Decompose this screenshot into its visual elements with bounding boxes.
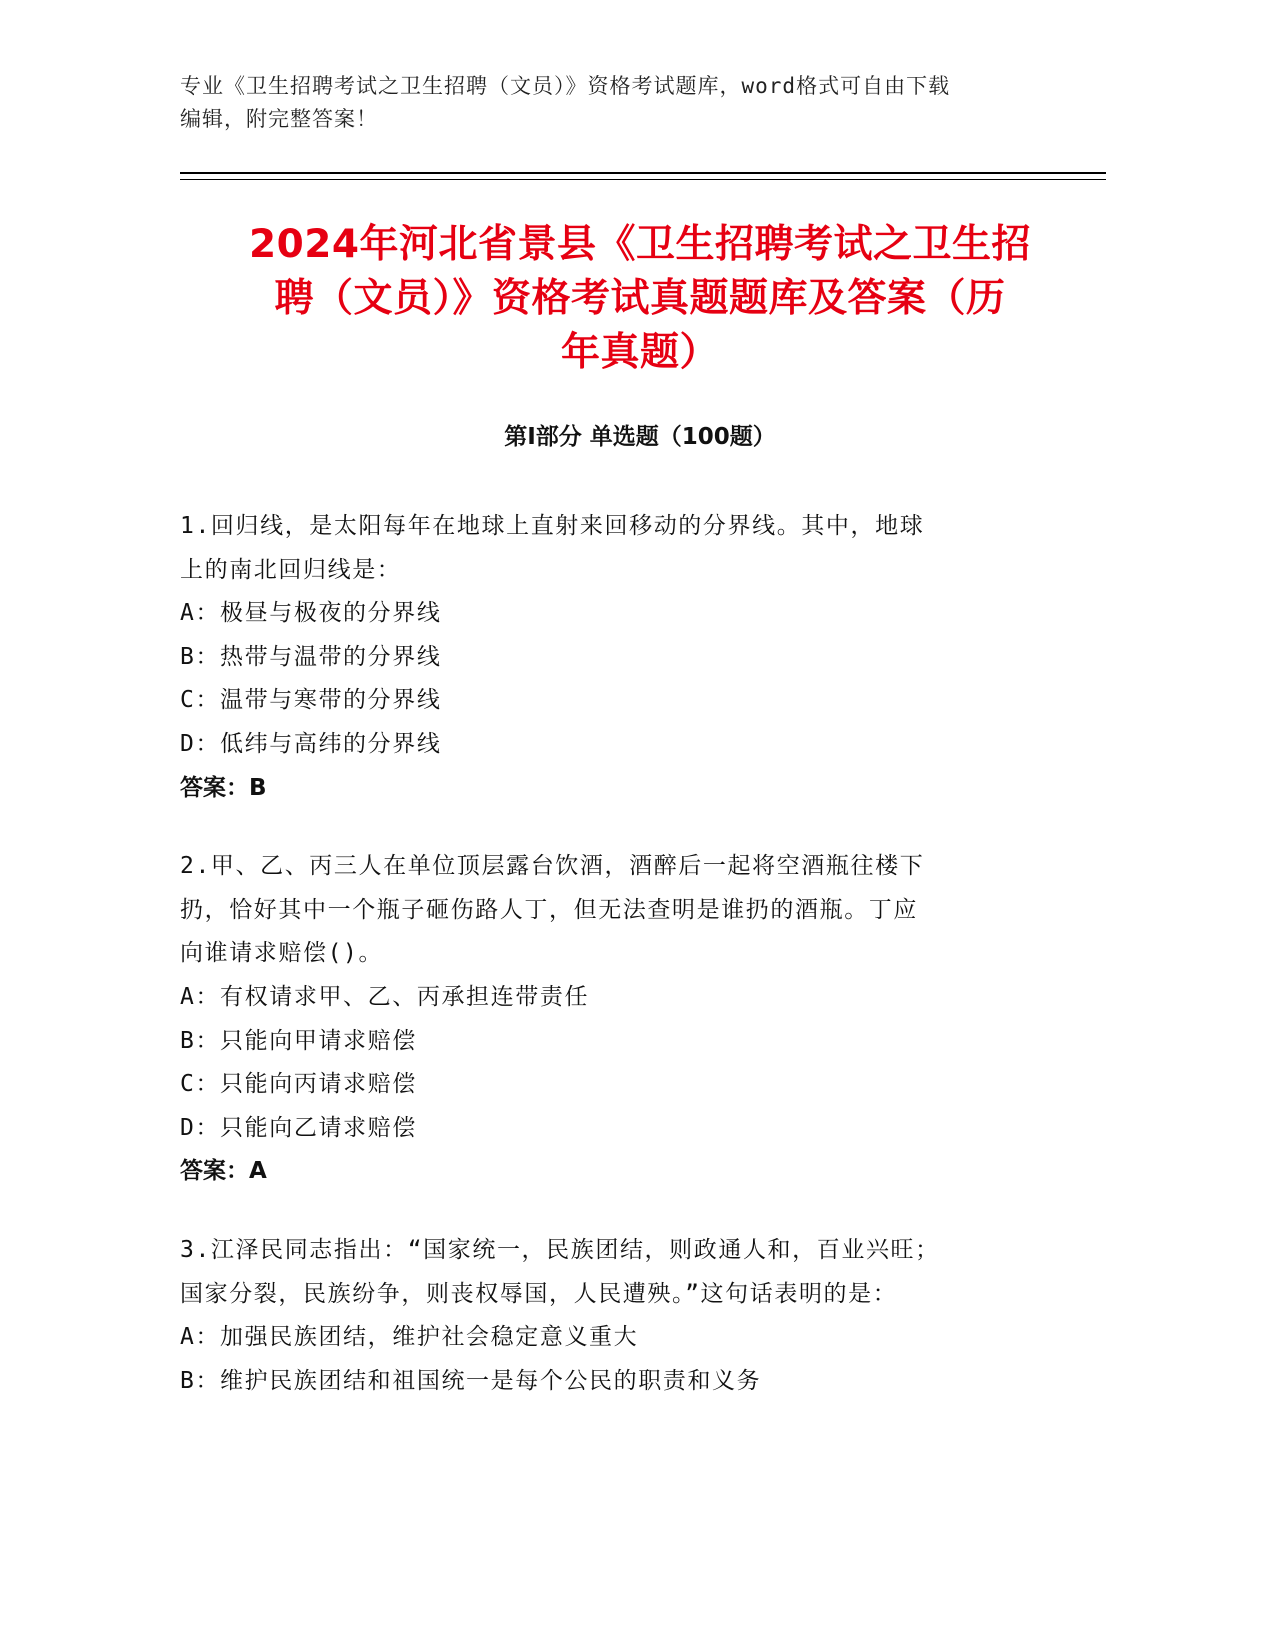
option-c: C：只能向丙请求赔偿: [180, 1071, 417, 1098]
option-b: B：维护民族团结和祖国统一是每个公民的职责和义务: [180, 1367, 762, 1394]
option-a: A：有权请求甲、乙、丙承担连带责任: [180, 983, 590, 1010]
answer: 答案：A: [180, 1158, 267, 1185]
title-line-2: 聘（文员）》资格考试真题题库及答案（历: [274, 276, 1006, 321]
header-note-line-2: 编辑，附完整答案！: [180, 107, 378, 131]
header-rule-thin: [180, 179, 1106, 180]
title-line-3: 年真题）: [560, 330, 719, 375]
question-2: [180, 845, 1020, 1194]
title-line-1: 2024年河北省景县《卫生招聘考试之卫生招: [248, 222, 1032, 267]
option-d: D：只能向乙请求赔偿: [180, 1114, 417, 1141]
option-b: B：热带与温带的分界线: [180, 643, 442, 670]
question-stem-line: 国家分裂，民族纷争，则丧权辱国，人民遭殃。”这句话表明的是：: [180, 1280, 898, 1307]
question-stem-line: 2.甲、乙、丙三人在单位顶层露台饮酒，酒醉后一起将空酒瓶往楼下: [180, 853, 925, 880]
header-rule-thick: [180, 172, 1106, 174]
header-note-line-1: 专业《卫生招聘考试之卫生招聘（文员）》资格考试题库，word格式可自由下载: [180, 74, 951, 98]
option-c: C：温带与寒带的分界线: [180, 687, 442, 714]
document-title: [170, 218, 1110, 380]
question-3: [180, 1229, 1020, 1403]
question-stem-line: 1.回归线，是太阳每年在地球上直射来回移动的分界线。其中，地球: [180, 513, 925, 539]
option-b: B：只能向甲请求赔偿: [180, 1027, 417, 1054]
option-a: A：极昼与极夜的分界线: [180, 600, 442, 627]
question-stem-line: 扔，恰好其中一个瓶子砸伤路人丁，但无法查明是谁扔的酒瓶。丁应: [180, 896, 918, 923]
option-a: A：加强民族团结，维护社会稳定意义重大: [180, 1324, 639, 1351]
section-title: 第Ⅰ部分 单选题（100题）: [504, 424, 776, 450]
answer: 答案：B: [180, 774, 267, 801]
question-1: [180, 505, 1020, 810]
question-list: [180, 505, 1020, 1438]
question-stem-line: 上的南北回归线是：: [180, 556, 402, 583]
question-stem-line: 3.江泽民同志指出：“国家统一，民族团结，则政通人和，百业兴旺；: [180, 1236, 940, 1263]
option-d: D：低纬与高纬的分界线: [180, 730, 442, 757]
question-stem-line: 向谁请求赔偿()。: [180, 940, 384, 967]
header-note: [180, 70, 1100, 136]
